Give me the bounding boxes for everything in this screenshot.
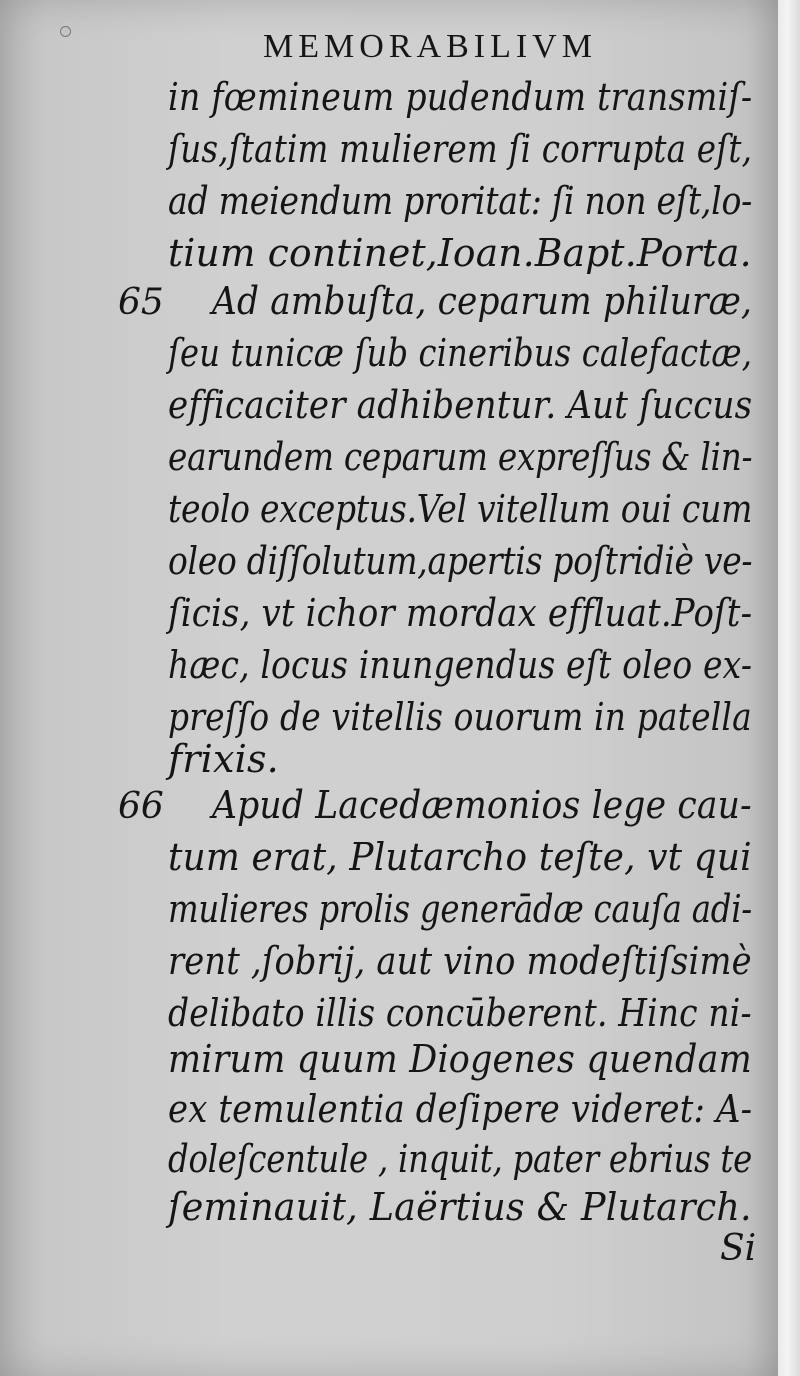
section-number-66: 66: [118, 786, 164, 827]
text-line: Apud Lacedæmonios lege cau-: [212, 783, 752, 827]
running-head: MEMORABILIVM: [263, 28, 597, 65]
text-line: ex temulentia deſipere videret: A-: [168, 1087, 753, 1131]
text-line: ſeu tunicæ ſub cineribus calefactæ,: [168, 331, 753, 375]
text-line: mulieres prolis generādæ cauſa adi-: [168, 887, 752, 931]
text-line: earundem ceparum expreſſus & lin-: [168, 435, 753, 479]
text-line: preſſo de vitellis ouorum in patella: [168, 695, 752, 739]
text-line: frixis.: [168, 737, 279, 781]
text-line: ſicis, vt ichor mordax effluat.Poſt-: [168, 591, 753, 635]
text-line: teolo exceptus.Vel vitellum oui cum: [168, 487, 753, 531]
text-line: ſeminauit, Laërtius & Plutarch.: [168, 1185, 752, 1229]
text-line: ad meiendum proritat: ſi non eſt,lo-: [168, 179, 753, 223]
text-line: efficaciter adhibentur. Aut ſuccus: [168, 383, 753, 427]
text-line: tum erat, Plutarcho teſte, vt qui: [168, 835, 752, 879]
catchword: Si: [720, 1228, 757, 1269]
text-line: delibato illis concūberent. Hinc ni-: [168, 991, 752, 1035]
text-line: mirum quum Diogenes quendam: [168, 1037, 752, 1081]
text-line: rent ,ſobrij, aut vino modeſtiſsimè: [168, 939, 752, 983]
text-line: ſus,ſtatim mulierem ſi corrupta eſt,: [168, 127, 753, 171]
text-line: oleo diſſolutum,apertis poſtridiè ve-: [168, 539, 753, 583]
section-number-65: 65: [118, 282, 164, 323]
text-line: hæc, locus inungendus eſt oleo ex-: [168, 643, 753, 687]
binding-hole: [60, 26, 71, 37]
text-line: Ad ambuſta, ceparum philuræ,: [212, 279, 753, 323]
page-edge: [778, 0, 800, 1376]
text-line: in fœmineum pudendum transmiſ-: [168, 75, 753, 119]
text-line: doleſcentule , inquit, pater ebrius te: [168, 1137, 753, 1181]
text-line: tium continet,Ioan.Bapt.Porta.: [168, 231, 752, 275]
